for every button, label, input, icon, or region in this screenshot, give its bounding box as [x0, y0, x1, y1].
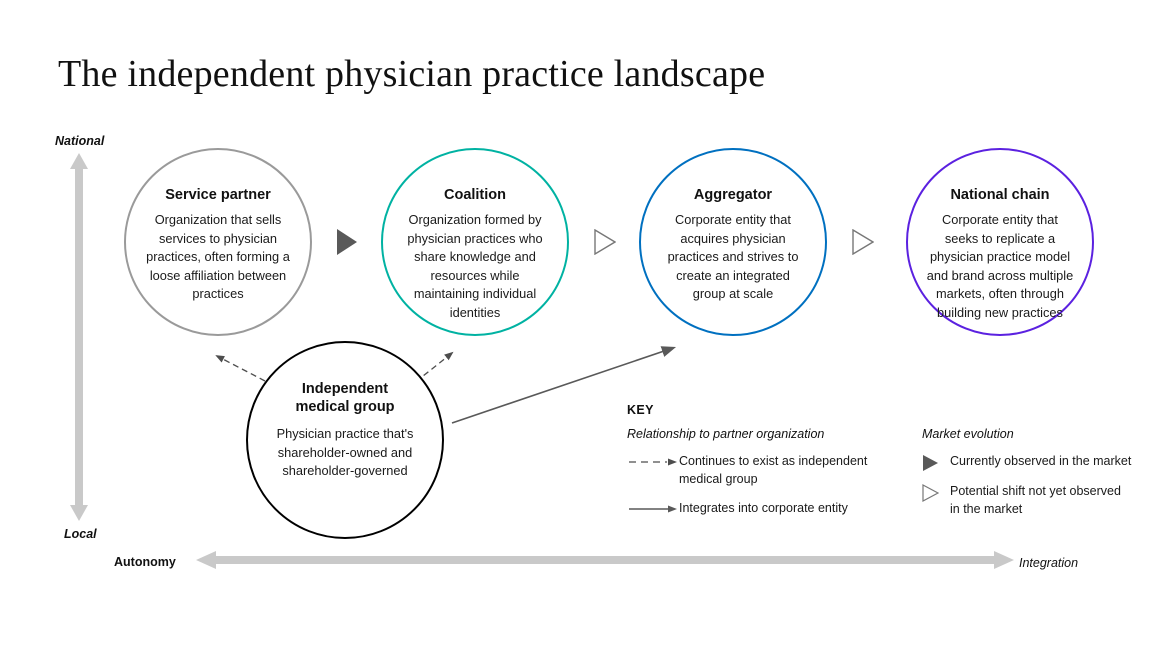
axis-label-autonomy: Autonomy [114, 555, 176, 569]
dashed-arrow-icon [627, 455, 679, 473]
node-description: Physician practice that's shareholder-owned and shareholder-governed [276, 426, 414, 479]
node-coalition[interactable] [381, 148, 569, 336]
legend-item [922, 483, 1132, 519]
outline-triangle-icon [922, 484, 950, 502]
node-service-partner[interactable] [124, 148, 312, 336]
outline-triangle-icon [852, 229, 874, 255]
node-title: Coalition [443, 187, 507, 203]
legend [627, 403, 1132, 516]
node-title: Independent medical group [295, 381, 395, 416]
node-title: Aggregator [693, 187, 773, 203]
node-description: Organization that sells services to physician practices, often forming a loose affiliation between practices [146, 212, 290, 302]
legend-group-market-evolution [922, 427, 1132, 530]
node-independent-medical-group[interactable] [246, 341, 444, 539]
legend-item-text: Integrates into corporate entity [679, 500, 848, 515]
node-description: Organization formed by physician practices who share knowledge and resources while maintaining individual identities [407, 212, 543, 320]
legend-item-text: Continues to exist as independent medical group [679, 454, 868, 486]
filled-triangle-icon [337, 229, 357, 255]
node-aggregator[interactable] [639, 148, 827, 336]
page-title: The independent physician practice landscape [58, 53, 766, 95]
axis-label-local: Local [64, 527, 97, 541]
legend-group-relationship [627, 427, 887, 531]
legend-item [627, 500, 887, 520]
legend-item-text: Potential shift not yet observed in the market [950, 484, 1121, 516]
horizontal-axis-arrow [196, 548, 1014, 572]
node-description: Corporate entity that acquires physician practices and strives to create an integrated group at scale [667, 212, 799, 302]
legend-group-heading: Market evolution [922, 427, 1014, 441]
node-description: Corporate entity that seeks to replicate a physician practice model and brand across multiple markets, often through building new practices [926, 212, 1074, 320]
solid-arrow-icon [627, 502, 679, 520]
legend-item [627, 453, 887, 489]
outline-triangle-icon [594, 229, 616, 255]
vertical-axis-arrow [70, 153, 88, 521]
legend-title: KEY [627, 403, 654, 417]
legend-group-heading: Relationship to partner organization [627, 427, 825, 441]
filled-triangle-icon [922, 454, 950, 472]
node-title: Service partner [165, 187, 271, 203]
node-national-chain[interactable] [906, 148, 1094, 336]
legend-item [922, 453, 1132, 472]
axis-label-integration: Integration [1019, 556, 1079, 570]
axis-label-national: National [55, 134, 105, 148]
node-title: National chain [950, 187, 1050, 203]
legend-item-text: Currently observed in the market [950, 454, 1132, 468]
